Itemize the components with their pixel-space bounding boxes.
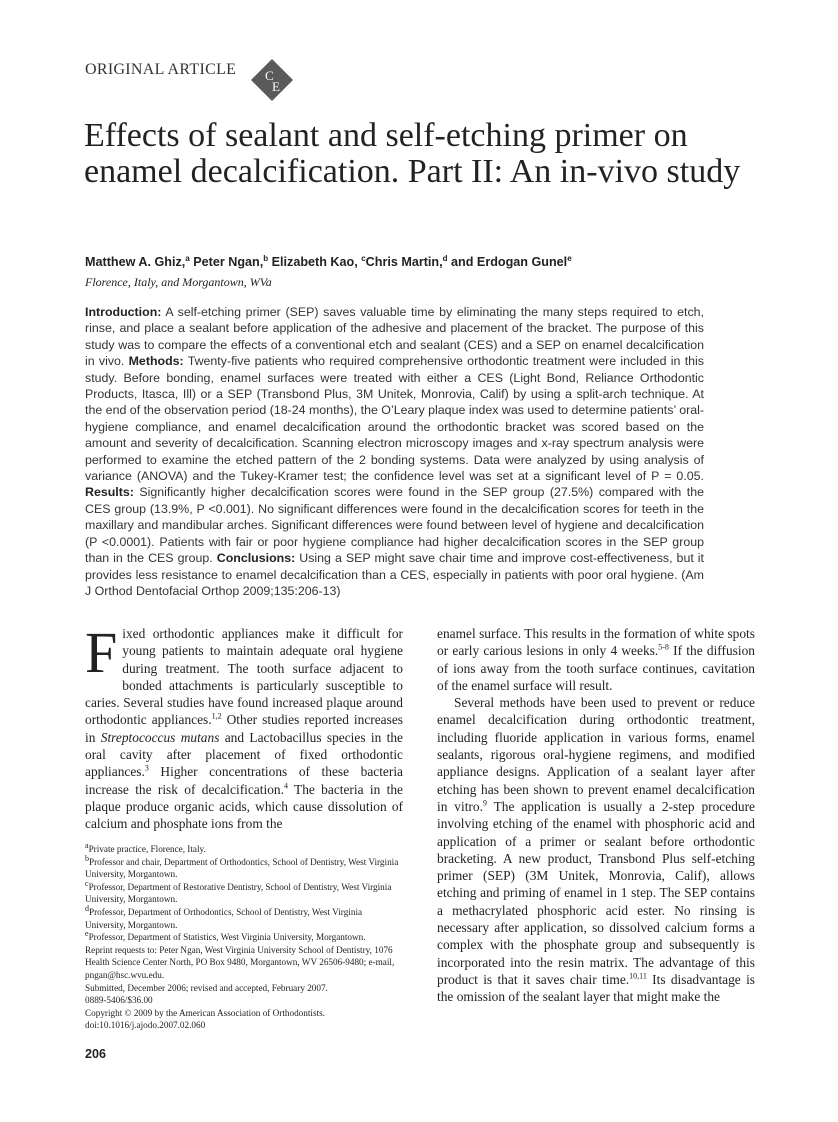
footnote: 0889-5406/$36.00 bbox=[85, 995, 153, 1006]
abstract-results-label: Results: bbox=[85, 485, 134, 500]
abstract-intro: A self-etching primer (SEP) saves valuable time by eliminating the many steps required to etch, rinse, and place a sealant before application of the adhesive and placement of the bracket. The purpose of this study was to compare the effects of a conventional etch and sealant (CES) and a SEP on enamel decalcification in vivo. bbox=[85, 305, 704, 369]
citation: 10,11 bbox=[629, 971, 647, 981]
abstract-conclusions: Using a SEP might save chair time and improve cost-effectiveness, but it provides less resistance to enamel decalcification than a CES, especially in patients with poor oral hygiene. (Am J Orthod Dentofacial Orthop 2009;135:206-13) bbox=[85, 551, 705, 598]
footnote: $^b$Professor and chair, Department of Orthodontics, School of Dentistry, West Virginia University, Morgantown. bbox=[85, 853, 399, 880]
badge-letter-e: E bbox=[272, 79, 280, 94]
abstract-methods-label: Methods: bbox=[128, 354, 184, 369]
author-mark: e bbox=[567, 253, 572, 263]
footnotes bbox=[85, 840, 403, 1032]
body-paragraph: enamel surface. This results in the formation of white spots or early carious lesions in only 4 weeks.$^{5-8}$ If the diffusion of ions away from the tooth surface continues, cavitation of the enamel surface will result. bbox=[437, 626, 755, 693]
citation: 1,2 bbox=[211, 712, 222, 722]
author-mark: b bbox=[263, 253, 269, 263]
author-mark: c bbox=[361, 253, 366, 263]
footnote: Reprint requests to: Peter Ngan, West Virginia University School of Dentistry, 1076 Health Science Center North, PO Box 9480, Morgantown, WV 26506-9480; e-mail, pngan@hsc.wvu.edu. bbox=[85, 944, 395, 980]
species-name: Streptococcus mutans bbox=[100, 729, 220, 745]
footnote: doi:10.1016/j.ajodo.2007.02.060 bbox=[85, 1020, 206, 1031]
author-mark: d bbox=[442, 253, 448, 263]
abstract-intro-label: Introduction: bbox=[85, 305, 162, 319]
footnote: Copyright © 2009 by the American Association of Orthodontists. bbox=[85, 1007, 325, 1018]
author-name: Elizabeth Kao, bbox=[268, 255, 362, 269]
citation: 5-8 bbox=[658, 642, 669, 652]
author-mark: a bbox=[185, 253, 190, 263]
abstract bbox=[85, 304, 704, 599]
ce-badge-icon bbox=[250, 58, 294, 102]
footnote: $^a$Private practice, Florence, Italy. bbox=[85, 840, 206, 854]
citation: 3 bbox=[144, 763, 149, 773]
abstract-methods: Twenty-five patients who required comprehensive orthodontic treatment were included in this study. Before bonding, enamel surfaces were treated with either a CES (Light Bond, Reliance Orthodontic Products, Itasca, Ill) or a SEP (Transbond Plus, 3M Unitek, Monrovia, Calif) by using a split-arch technique. At the end of the observation period (18-24 months), the O’Leary plaque index was used to determine patients’ oral-hygiene compliance, and enamel decalcification around the orthodontic bracket was scored based on the amount and severity of decalcification. Scanning electron microscopy images and x-ray spectrum analysis were performed to examine the etched pattern of the 2 bonding systems. Data were analyzed by using analysis of variance (ANOVA) and the Tukey-Kramer test; the confidence level was set at a significant level of P = 0.05. bbox=[85, 354, 704, 484]
section-label: ORIGINAL ARTICLE bbox=[85, 61, 237, 78]
abstract-results: Significantly higher decalcification scores were found in the SEP group (27.5%) compared with the CES group (13.9%, P <0.001). No significant differences were found in the decalcification scores for teeth in the maxillary and mandibular arches. Significant differences were found between level of hygiene and decalcification (P <0.0001). Patients with fair or poor hygiene compliance had higher decalcification scores in the SEP group than in the CES group. bbox=[85, 485, 704, 566]
abstract-conclusions-label: Conclusions: bbox=[216, 551, 296, 566]
citation: 9 bbox=[482, 798, 487, 808]
author-name: Matthew A. Ghiz, bbox=[85, 255, 186, 269]
body-paragraph: Fixed orthodontic appliances make it difficult for young patients to maintain adequate oral hygiene during treatment. The tooth surface adjacent to bonded attachments is particularly susceptible to caries. Several studies have found increased plaque around orthodontic appliances.$^{1,2}$ Other studies reported increases in Streptococcus mutans and Lactobacillus species in the oral cavity after placement of fixed orthodontic appliances.$^3$ Higher concentrations of these bacteria increase the risk of decalcification.$^4$ The bacteria in the plaque produce organic acids, which cause dissolution of calcium and phosphate ions from the bbox=[85, 620, 403, 832]
footnote: Submitted, December 2006; revised and accepted, February 2007. bbox=[85, 982, 328, 993]
body-column-right bbox=[437, 625, 755, 1006]
author-list bbox=[85, 255, 572, 269]
badge-letter-c: C bbox=[265, 68, 274, 83]
footnote: $^c$Professor, Department of Restorative Dentistry, School of Dentistry, West Virginia University, Morgantown. bbox=[85, 878, 392, 905]
citation: 4 bbox=[283, 781, 288, 791]
article-title: Effects of sealant and self-etching primer on enamel decalcification. Part II: An in-vivo study bbox=[84, 117, 741, 190]
author-name: Chris Martin, bbox=[365, 255, 443, 269]
affiliation: Florence, Italy, and Morgantown, WVa bbox=[85, 275, 272, 289]
footnote: $^e$Professor, Department of Statistics, West Virginia University, Morgantown. bbox=[85, 929, 366, 943]
author-name: Peter Ngan, bbox=[189, 255, 264, 269]
body-column-left bbox=[85, 620, 403, 833]
author-name: and Erdogan Gunel bbox=[447, 255, 568, 269]
body-paragraph: Several methods have been used to prevent or reduce enamel decalcification during orthodontic treatment, including fluoride application in various forms, enamel sealants, rigorous oral-hygiene regimens, and modified appliance designs. Application of a sealant layer after etching has been shown to prevent enamel decalcification in vitro.$^9$ The application is usually a 2-step procedure involving etching of the enamel with phosphoric acid and application of a primer or sealant before orthodontic bracketing. A new product, Transbond Plus self-etching primer (SEP) (3M Unitek, Monrovia, Calif), allows etching and priming of enamel in 1 step. The SEP contains a methacrylated phosphoric acid ester. No rinsing is necessary after application, so dissolved calcium forms a complex with the phosphate group and subsequently is incorporated into the resin matrix. The advantage of this product is that it saves chair time.$^{10,11}$ Its disadvantage is the omission of the sealant layer that might make the bbox=[437, 695, 755, 1005]
footnote: $^d$Professor, Department of Orthodontics, School of Dentistry, West Virginia University, Morgantown. bbox=[85, 903, 363, 930]
page-number: 206 bbox=[85, 1047, 107, 1061]
drop-cap: F bbox=[85, 620, 118, 685]
